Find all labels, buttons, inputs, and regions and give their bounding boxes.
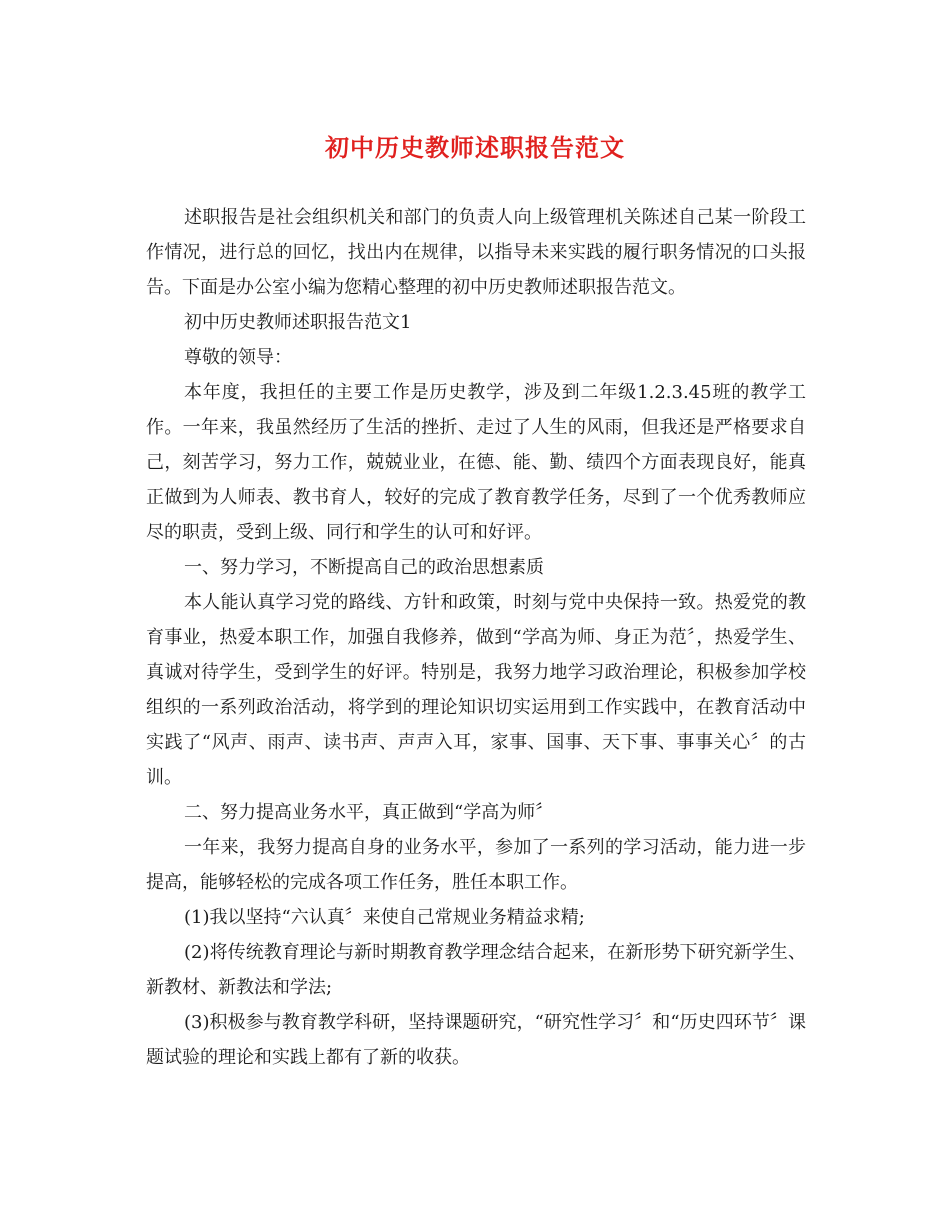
document-title: 初中历史教师述职报告范文 bbox=[325, 133, 625, 162]
document-body bbox=[146, 200, 806, 1075]
body-paragraph: 一年来，我努力提高自身的业务水平，参加了一系列的学习活动，能力进一步提高，能够轻松的完成各项工作任务，胜任本职工作。 bbox=[146, 837, 806, 893]
list-item: (1)我以坚持“六认真〞来使自己常规业务精益求精; bbox=[184, 907, 585, 928]
body-paragraph: 本人能认真学习党的路线、方针和政策，时刻与党中央保持一致。热爱党的教育事业，热爱本职工作，加强自我修养，做到“学高为师、身正为范〞，热爱学生、真诚对待学生，受到学生的好评。特别是，我努力地学习政治理论，积极参加学校组织的一系列政治活动，将学到的理论知识切实运用到工作实践中，在教育活动中实践了“风声、雨声、读书声、声声入耳，家事、国事、天下事、事事关心〞的古训。 bbox=[146, 592, 806, 788]
body-paragraph: 本年度，我担任的主要工作是历史教学，涉及到二年级1.2.3.45班的教学工作。一年来，我虽然经历了生活的挫折、走过了人生的风雨，但我还是严格要求自己，刻苦学习，努力工作，兢兢业业，在德、能、勤、绩四个方面表现良好，能真正做到为人师表、教书育人，较好的完成了教育教学任务，尽到了一个优秀教师应尽的职责，受到上级、同行和学生的认可和好评。 bbox=[146, 382, 806, 543]
salutation: 尊敬的领导： bbox=[184, 347, 292, 368]
intro-paragraph: 述职报告是社会组织机关和部门的负责人向上级管理机关陈述自己某一阶段工作情况，进行总的回忆，找出内在规律，以指导未来实践的履行职务情况的口头报告。下面是办公室小编为您精心整理的初中历史教师述职报告范文。 bbox=[146, 207, 806, 298]
section-heading: 一、努力学习，不断提高自己的政治思想素质 bbox=[184, 557, 544, 578]
list-item: (2)将传统教育理论与新时期教育教学理念结合起来，在新形势下研究新学生、新教材、新教法和学法; bbox=[146, 942, 806, 998]
list-item: (3)积极参与教育教学科研，坚持课题研究，“研究性学习〞和“历史四环节〞课题试验的理论和实践上都有了新的收获。 bbox=[146, 1012, 806, 1068]
section-heading: 二、努力提高业务水平，真正做到“学高为师〞 bbox=[184, 802, 554, 823]
section-heading: 初中历史教师述职报告范文1 bbox=[184, 312, 412, 333]
